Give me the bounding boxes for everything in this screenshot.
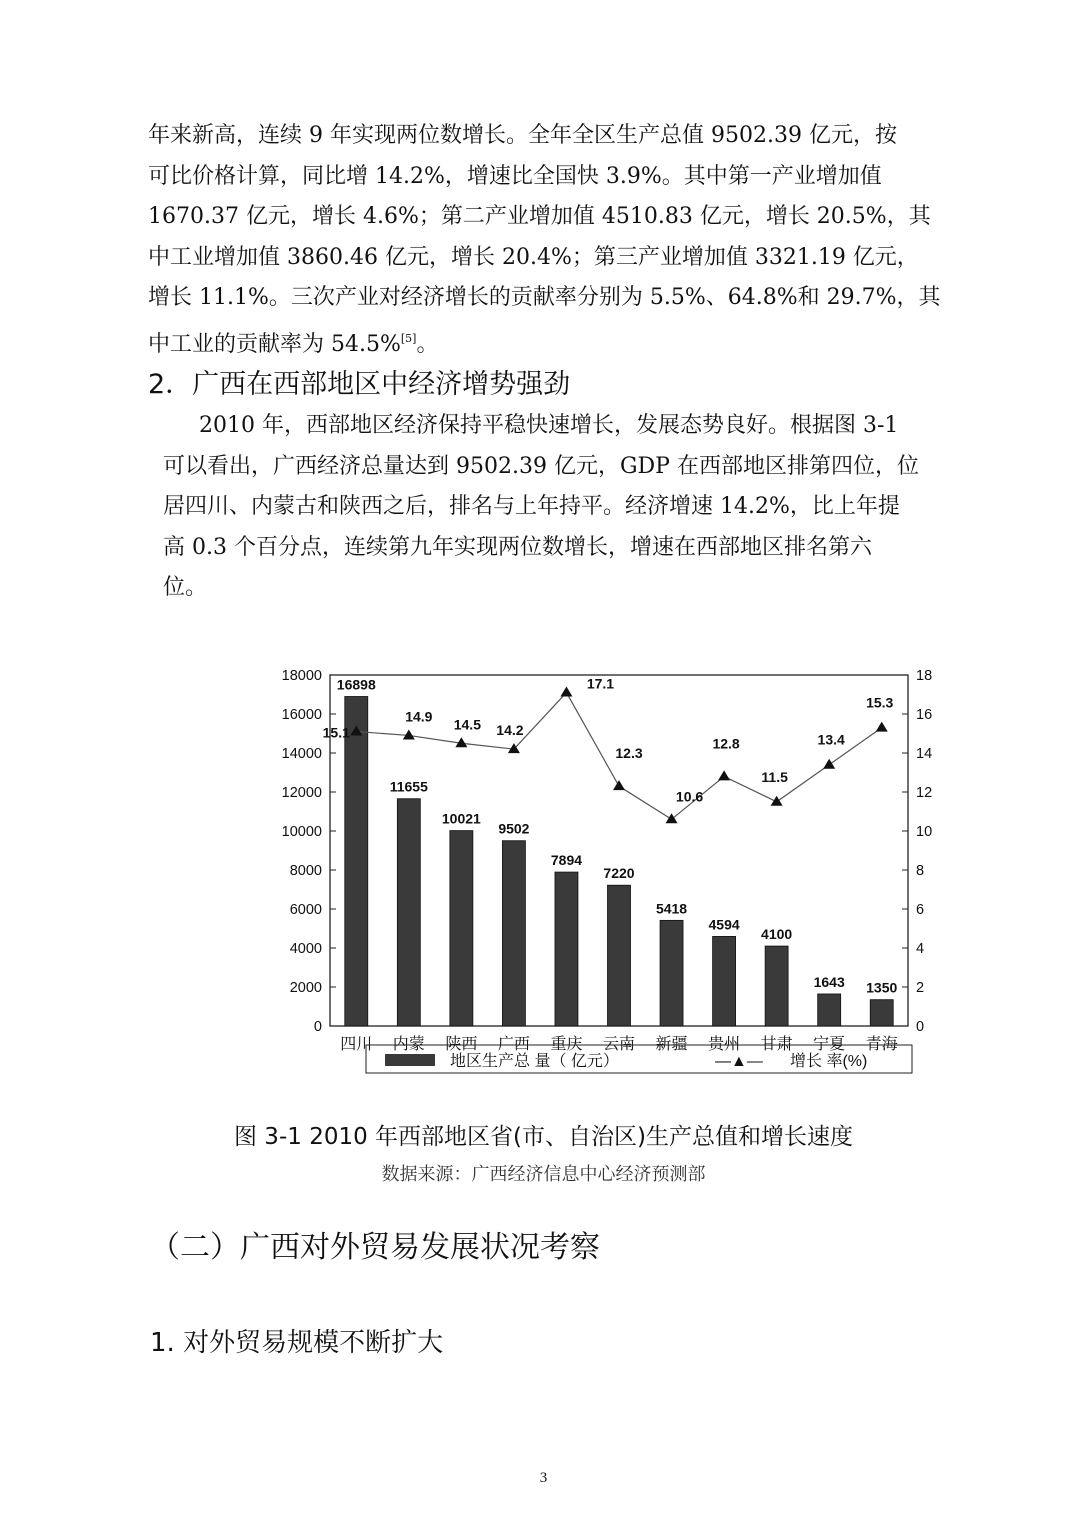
- text-line: 2010 年，西部地区经济保持平稳快速增长，发展态势良好。根据图 3-1: [199, 413, 899, 438]
- bar: [397, 799, 420, 1026]
- legend-bar-swatch: [385, 1054, 435, 1066]
- bar-value-label: 11655: [389, 778, 428, 795]
- text-line-last: [148, 319, 978, 366]
- bar-value-label: 9502: [498, 820, 530, 837]
- left-axis-tick-label: 2000: [289, 980, 322, 996]
- right-axis-tick-label: 14: [916, 746, 933, 762]
- legend-bar-label: 地区生产总 量（ 亿元）: [450, 1053, 619, 1070]
- text-line: 中工业增加值 3860.46 亿元，增长 20.4%；第三产业增加值 3321.19 亿元，: [148, 244, 919, 270]
- bar-value-label: 10021: [441, 810, 481, 827]
- growth-rate-label: 14.2: [496, 722, 524, 739]
- category-label: 广西: [497, 1036, 530, 1053]
- bar: [660, 920, 683, 1026]
- growth-rate-marker: [718, 770, 730, 780]
- bar-value-label: 4594: [708, 916, 740, 933]
- left-axis-tick-label: 0: [313, 1019, 322, 1035]
- growth-rate-marker: [823, 759, 835, 769]
- growth-rate-label: 15.3: [866, 694, 894, 711]
- growth-rate-label: 12.8: [712, 735, 740, 752]
- category-label: 四川: [340, 1036, 373, 1053]
- right-axis-tick-label: 4: [916, 941, 925, 957]
- figure-source: 数据来源：广西经济信息中心经济预测部: [381, 1164, 706, 1185]
- category-label: 陕西: [445, 1036, 478, 1053]
- growth-rate-marker: [613, 780, 625, 790]
- left-axis-tick-label: 10000: [281, 824, 322, 840]
- legend-line-label: 增长 率(%): [790, 1053, 868, 1070]
- bar: [765, 946, 788, 1026]
- growth-rate-label: 11.5: [761, 768, 788, 785]
- text-line: 位。: [163, 575, 208, 600]
- category-label: 贵州: [708, 1036, 741, 1053]
- bar-value-label: 4100: [761, 926, 793, 943]
- heading-2: 2．广西在西部地区中经济增势强劲: [148, 369, 571, 400]
- growth-rate-marker: [560, 687, 572, 697]
- citation-marker: [5]: [400, 331, 417, 345]
- growth-rate-marker: [771, 796, 783, 806]
- subheading: 1. 对外贸易规模不断扩大: [150, 1328, 444, 1358]
- right-axis-tick-label: 10: [916, 824, 933, 840]
- bar-value-label: 16898: [336, 676, 376, 693]
- text-line: 可以看出，广西经济总量达到 9502.39 亿元，GDP 在西部地区排第四位，位: [163, 453, 919, 479]
- right-axis-tick-label: 18: [916, 668, 933, 684]
- bar-value-label: 7220: [603, 865, 635, 882]
- bar: [555, 872, 578, 1026]
- text-line: 可比价格计算，同比增 14.2%，增速比全国快 3.9%。其中第一产业增加值: [148, 163, 882, 189]
- bar-value-label: 1643: [813, 973, 845, 990]
- bar: [608, 885, 631, 1026]
- text-line: 中工业的贡献率为 54.5%: [148, 331, 401, 357]
- text-line: 高 0.3 个百分点，连续第九年实现两位数增长，增速在西部地区排名第六: [163, 534, 872, 560]
- paragraph-1: [148, 116, 978, 365]
- bar-value-label: 1350: [866, 979, 898, 996]
- right-axis-tick-label: 16: [916, 707, 933, 723]
- paragraph-2: [163, 406, 978, 609]
- right-axis-tick-label: 0: [916, 1019, 925, 1035]
- right-axis-tick-label: 8: [916, 863, 925, 879]
- growth-rate-label: 12.3: [615, 745, 643, 762]
- bar: [818, 994, 841, 1026]
- left-axis-tick-label: 4000: [289, 941, 322, 957]
- category-label: 宁夏: [813, 1036, 846, 1053]
- category-label: 内蒙: [392, 1036, 425, 1053]
- bar: [502, 841, 525, 1026]
- left-axis-tick-label: 16000: [281, 707, 322, 723]
- right-axis-tick-label: 12: [916, 785, 933, 801]
- growth-rate-marker: [666, 813, 678, 823]
- bar-value-label: 7894: [550, 852, 583, 869]
- bar: [713, 936, 736, 1026]
- text-line: 居四川、内蒙古和陕西之后，排名与上年持平。经济增速 14.2%，比上年提: [163, 494, 900, 519]
- section-heading: （二）广西对外贸易发展状况考察: [150, 1230, 600, 1265]
- category-label: 青海: [865, 1036, 898, 1053]
- period: 。: [416, 331, 439, 357]
- growth-rate-label: 14.5: [453, 716, 481, 733]
- bar: [870, 1000, 893, 1026]
- left-axis-tick-label: 14000: [281, 746, 322, 762]
- category-label: 重庆: [550, 1036, 583, 1053]
- bar-value-label: 5418: [655, 900, 688, 917]
- growth-rate-label: 14.9: [405, 708, 433, 725]
- text-line: 增长 11.1%。三次产业对经济增长的贡献率分别为 5.5%、64.8%和 29.7%，其: [148, 285, 941, 310]
- growth-rate-label: 17.1: [586, 675, 615, 692]
- category-label: 新疆: [655, 1036, 688, 1053]
- category-label: 甘肃: [760, 1036, 793, 1053]
- text-line: 年来新高，连续 9 年实现两位数增长。全年全区生产总值 9502.39 亿元，按: [148, 123, 897, 148]
- bar: [345, 696, 368, 1026]
- page-number: 3: [539, 1470, 548, 1486]
- growth-rate-label: 15.1: [322, 724, 350, 741]
- growth-rate-label: 13.4: [817, 731, 845, 748]
- left-axis-tick-label: 12000: [281, 785, 322, 801]
- left-axis-tick-label: 18000: [281, 668, 322, 684]
- right-axis-tick-label: 6: [916, 902, 925, 918]
- growth-rate-label: 10.6: [675, 788, 704, 805]
- gdp-growth-chart: [250, 655, 950, 1095]
- growth-rate-marker: [403, 729, 415, 739]
- legend-line-swatch: —▲—: [715, 1053, 763, 1070]
- figure-caption: 图 3-1 2010 年西部地区省(市、自治区)生产总值和增长速度: [234, 1124, 853, 1150]
- bar: [450, 831, 473, 1026]
- category-label: 云南: [602, 1036, 636, 1053]
- text-line: 1670.37 亿元，增长 4.6%；第二产业增加值 4510.83 亿元，增长 20.5%，其: [148, 204, 931, 229]
- left-axis-tick-label: 6000: [289, 902, 322, 918]
- left-axis-tick-label: 8000: [289, 863, 322, 879]
- growth-rate-marker: [876, 722, 888, 732]
- right-axis-tick-label: 2: [916, 980, 925, 996]
